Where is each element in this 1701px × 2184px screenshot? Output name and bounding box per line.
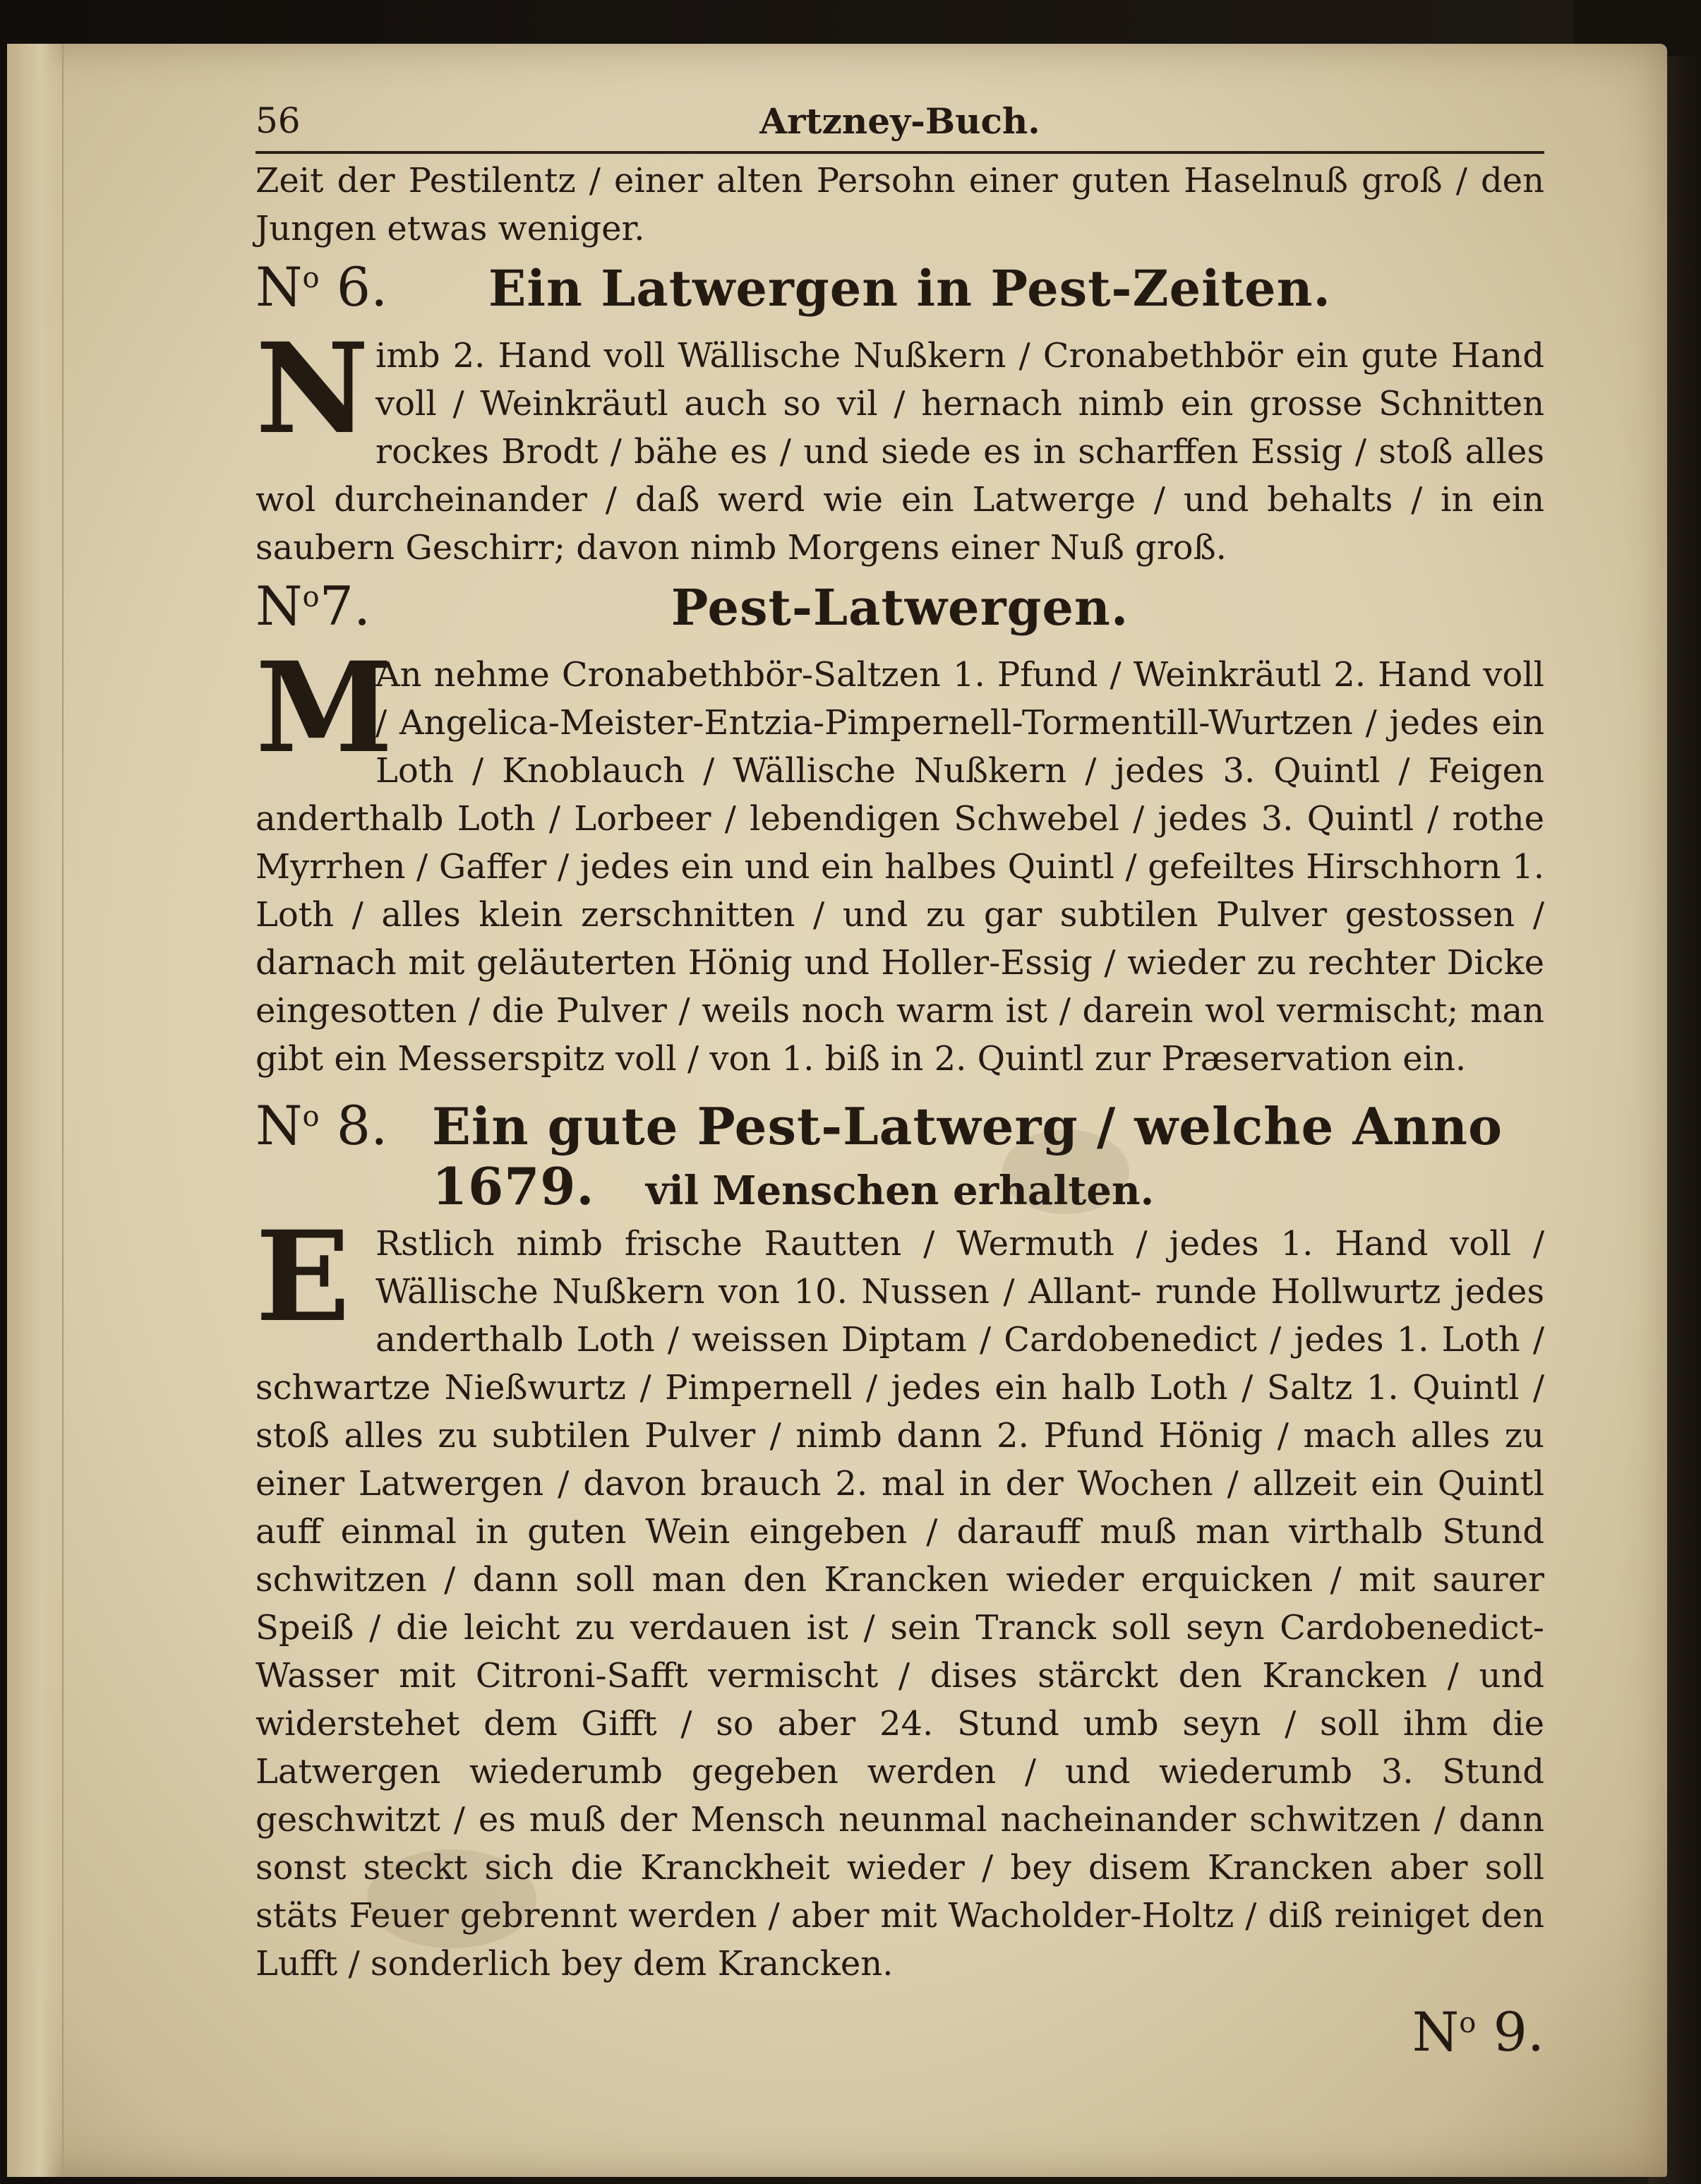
recipe-7: [256, 575, 1544, 1083]
recipe-heading: [256, 575, 1544, 651]
running-title: Artzney-Buch.: [759, 100, 1040, 142]
page-gutter: [7, 44, 64, 2177]
recipe-subtitle: vil Menschen erhalten.: [645, 1168, 1155, 1214]
page-number: 56: [256, 100, 301, 141]
recipe-number: $N^o$ 8.: [256, 1094, 388, 1157]
drop-initial: M: [256, 635, 393, 781]
recipe-title: Pest-Latwergen.: [671, 578, 1129, 637]
page-text-block: [256, 100, 1544, 2063]
recipe-body: Nimb 2. Hand voll Wällische Nußkern / Cronabethbör ein gute Hand voll / Weinkräutl auch so vil / hernach nimb ein grosse Schnitten rockes Brodt / bähe es / und siede es in scharffen Essig / stoß alles wol durcheinander / daß werd wie ein Latwerge / und behalts / in ein saubern Geschirr; davon nimb Morgens einer Nuß groß.: [256, 316, 1544, 568]
drop-initial: E: [256, 1204, 351, 1350]
recipe-body: E Rstlich nimb frische Rautten / Wermuth / jedes 1. Hand voll / Wällische Nußkern von 10. Nussen / Allant- runde Hollwurtz jedes anderthalb Loth / weissen Diptam / Cardobenedict / jedes 1. Loth / schwartze Nießwurtz / Pimpernell / jedes ein halb Loth / Saltz 1. Quintl / stoß alles zu subtilen Pulver / nimb dann 2. Pfund Hönig / mach alles zu einer Latwergen / davon brauch 2. mal in der Wochen / allzeit ein Quintl auff einmal in guten Wein eingeben / darauff muß man virthalb Stund schwitzen / dann soll man den Krancken wieder erquicken / mit saurer Speiß / die leicht zu verdauen ist / sein Tranck soll seyn Cardobenedict-Wasser mit Citroni-Safft vermischt / dises stärckt den Krancken / und widerstehet dem Gifft / so aber 24. Stund umb seyn / soll ihm die Latwergen wiederumb gegeben werden / und wiederumb 3. Stund geschwitzt / es muß der Mensch neunmal nacheinander schwitzen / dann sonst steckt sich die Kranckheit wieder / bey disem Krancken aber soll stäts Feuer gebrennt werden / aber mit Wacholder-Holtz / diß reiniget den Lufft / sonderlich bey dem Krancken.: [256, 1204, 1544, 1984]
page-header: [256, 100, 1544, 154]
recipe-6: [256, 256, 1544, 572]
recipe-body: M An nehme Cronabethbör-Saltzen 1. Pfund / Weinkräutl 2. Hand voll / Angelica-Meister-Entzia-Pimpernell-Tormentill-Wurtzen / jedes ein Loth / Knoblauch / Wällische Nußkern / jedes 3. Quintl / Feigen anderthalb Loth / Lorbeer / lebendigen Schwebel / jedes 3. Quintl / rothe Myrrhen / Gaffer / jedes ein und ein halbes Quintl / gefeiltes Hirschhorn 1. Loth / alles klein zerschnitten / und zu gar subtilen Pulver gestossen / darnach mit geläuterten Hönig und Holler-Essig / wieder zu rechter Dicke eingesotten / die Pulver / weils noch warm ist / darein wol vermischt; man gibt ein Messerspitz voll / von 1. biß in 2. Quintl zur Præservation ein.: [256, 635, 1544, 1079]
recipe-title: Ein Latwergen in Pest-Zeiten.: [488, 259, 1331, 318]
recipe-title: Ein gute Pest-Latwerg / welche Anno 1679.: [432, 1096, 1503, 1216]
catchword: $N^o$ 9.: [1412, 2000, 1544, 2063]
recipe-number: $N^o7$.: [256, 575, 371, 637]
recipe-8: [256, 1094, 1544, 1988]
recipe-heading: [256, 256, 1544, 332]
drop-initial: N: [256, 316, 369, 462]
opening-paragraph: Zeit der Pestilentz / einer alten Persohn einer guten Haselnuß groß / den Jungen etwas weniger.: [256, 161, 1544, 248]
recipe-number: $N^o$ 6.: [256, 256, 388, 318]
header-rule: [256, 151, 1544, 154]
